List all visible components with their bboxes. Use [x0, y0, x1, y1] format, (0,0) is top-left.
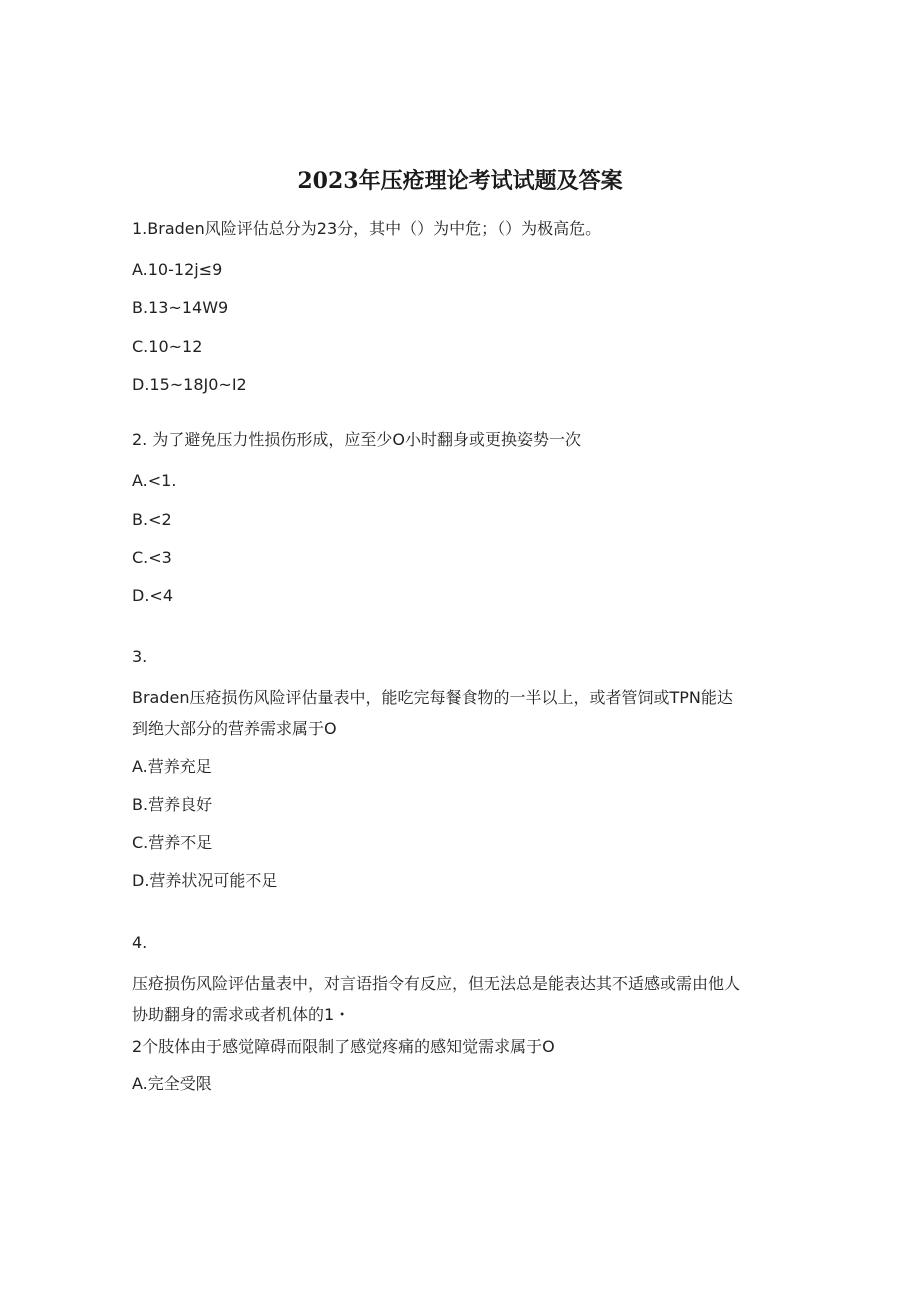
- document-title: 2023年压疮理论考试试题及答案: [297, 168, 623, 194]
- question-4-option-a: A.完全受限: [132, 1074, 212, 1093]
- question-3-option-a: A.营养充足: [132, 757, 212, 776]
- question-2-option-b: B.<2: [132, 510, 172, 529]
- question-1-stem: 1.Braden风险评估总分为23分，其中（）为中危；（）为极高危。: [132, 219, 602, 238]
- question-1-option-b: B.13~14W9: [132, 298, 229, 317]
- question-4-stem-line-2: 协助翻身的需求或者机体的1・: [132, 1005, 351, 1024]
- question-2-option-d: D.<4: [132, 586, 173, 605]
- question-3-stem-line-2: 到绝大部分的营养需求属于O: [132, 719, 337, 738]
- question-4-number: 4.: [132, 933, 148, 952]
- question-3-option-c: C.营养不足: [132, 833, 213, 852]
- question-3-number: 3.: [132, 647, 148, 666]
- question-1-option-c: C.10~12: [132, 337, 203, 356]
- question-1-option-d: D.15~18J0~I2: [132, 375, 247, 394]
- question-4-stem-line-1: 压疮损伤风险评估量表中，对言语指令有反应，但无法总是能表达其不适感或需由他人: [132, 974, 741, 993]
- question-3-option-d: D.营养状况可能不足: [132, 871, 278, 890]
- question-2-option-c: C.<3: [132, 548, 172, 567]
- question-2-stem: 2. 为了避免压力性损伤形成，应至少O小时翻身或更换姿势一次: [132, 430, 581, 449]
- question-2-option-a: A.<1.: [132, 471, 177, 490]
- question-1-option-a: A.10-12j≤9: [132, 260, 223, 279]
- question-3-stem-line-1: Braden压疮损伤风险评估量表中，能吃完每餐食物的一半以上，或者管饲或TPN能达: [132, 688, 733, 707]
- question-3-option-b: B.营养良好: [132, 795, 213, 814]
- question-4-stem-line-3: 2个肢体由于感觉障碍而限制了感觉疼痛的感知觉需求属于O: [132, 1037, 555, 1056]
